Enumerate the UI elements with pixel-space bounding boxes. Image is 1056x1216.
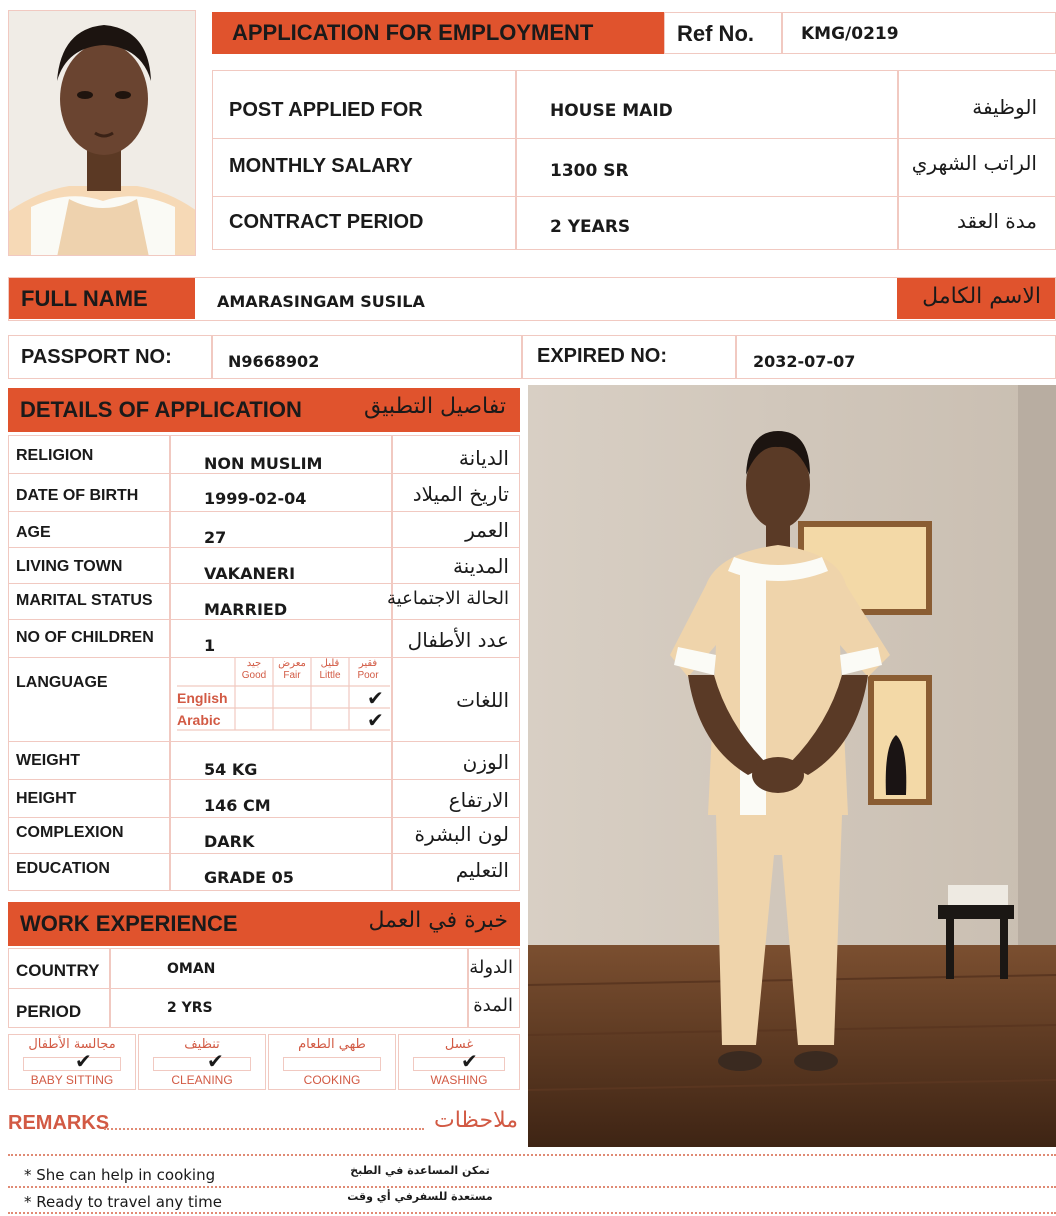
details-arabic: الديانة: [458, 446, 509, 470]
full-name-value: AMARASINGAM SUSILA: [217, 292, 425, 311]
details-label: AGE: [16, 524, 51, 541]
work-arabic: المدة: [473, 995, 513, 1016]
details-arabic: العمر: [465, 518, 509, 542]
details-value: NON MUSLIM: [204, 454, 323, 473]
details-row: [9, 742, 519, 780]
details-row: [9, 854, 519, 890]
full-name-arabic-cell: [897, 278, 1055, 319]
english-poor-check-icon: ✔: [367, 686, 384, 710]
remark-note: * She can help in cooking: [24, 1166, 216, 1184]
check-icon: ✔: [207, 1049, 224, 1073]
details-row: [9, 474, 519, 512]
expired-label: EXPIRED NO:: [537, 345, 668, 367]
level-good: جيد Good: [241, 658, 267, 681]
details-arabic: عدد الأطفال: [407, 628, 509, 652]
details-row: [9, 620, 519, 658]
details-arabic: تاريخ الميلاد: [412, 482, 509, 506]
details-title: DETAILS OF APPLICATION: [20, 397, 302, 422]
remarks-row: [8, 1108, 520, 1138]
skill-baby-sitting: [8, 1034, 136, 1090]
full-name-label: FULL NAME: [21, 286, 148, 311]
details-arabic: الارتفاع: [448, 788, 509, 812]
check-icon: ✔: [75, 1049, 92, 1073]
details-header: [8, 388, 520, 432]
details-label: HEIGHT: [16, 790, 77, 807]
expired-value: 2032-07-07: [753, 352, 856, 371]
remarks-label: REMARKS: [8, 1112, 110, 1134]
details-row: [9, 818, 519, 854]
arabic-poor-check-icon: ✔: [367, 708, 384, 732]
details-row: [9, 436, 519, 474]
work-value: 2 YRS: [167, 1000, 213, 1016]
remark-note: * Ready to travel any time: [24, 1193, 222, 1211]
skill-arabic: مجالسة الأطفال: [28, 1037, 116, 1052]
details-label: LANGUAGE: [16, 674, 108, 691]
details-value: 54 KG: [204, 760, 258, 779]
ref-label: Ref No.: [677, 21, 754, 46]
details-table: [8, 435, 520, 891]
skill-label: CLEANING: [171, 1073, 233, 1087]
skill-label: BABY SITTING: [30, 1073, 114, 1087]
passport-value: N9668902: [228, 352, 320, 371]
salary-row: [213, 139, 1055, 197]
work-row: [9, 989, 519, 1029]
details-arabic: التعليم: [455, 858, 509, 882]
details-value: DARK: [204, 832, 255, 851]
language-arabic: Arabic: [177, 712, 221, 728]
details-label: RELIGION: [16, 447, 94, 464]
details-label: LIVING TOWN: [16, 558, 123, 575]
skill-label: COOKING: [303, 1073, 361, 1087]
contract-value: 2 YEARS: [550, 217, 631, 237]
details-row: [9, 584, 519, 620]
work-title: WORK EXPERIENCE: [20, 911, 238, 936]
application-title: APPLICATION FOR EMPLOYMENT: [232, 20, 594, 45]
post-arabic: الوظيفة: [972, 95, 1037, 119]
application-title-bar: [212, 12, 664, 54]
details-row: [9, 780, 519, 818]
skill-cooking: [268, 1034, 396, 1090]
skill-arabic: طهي الطعام: [298, 1037, 366, 1052]
details-value: 27: [204, 528, 227, 547]
ref-value-cell: [782, 12, 1056, 54]
details-label: COMPLEXION: [16, 824, 124, 841]
contract-label: CONTRACT PERIOD: [229, 211, 424, 233]
details-row: [9, 512, 519, 548]
skill-cleaning: [138, 1034, 266, 1090]
salary-label: MONTHLY SALARY: [229, 155, 413, 177]
work-value: OMAN: [167, 961, 216, 977]
applicant-portrait-photo: [8, 10, 196, 256]
post-label: POST APPLIED FOR: [229, 99, 423, 121]
details-arabic: الحالة الاجتماعية: [387, 588, 509, 609]
full-name-label-cell: [9, 278, 195, 319]
language-grid: [177, 658, 390, 732]
work-header: [8, 902, 520, 946]
details-arabic: المدينة: [452, 554, 509, 578]
passport-label: PASSPORT NO:: [21, 346, 172, 368]
applicant-full-body-photo: [528, 385, 1056, 1147]
work-label: COUNTRY: [16, 961, 100, 980]
level-fair: معرض Fair: [278, 658, 306, 681]
remark-note-arabic: مستعدة للسفرفي أي وقت: [347, 1190, 493, 1203]
ref-value: KMG/0219: [801, 24, 899, 44]
language-english: English: [177, 690, 228, 706]
ref-label-cell: [664, 12, 782, 54]
full-name-row: [8, 277, 1056, 321]
post-value: HOUSE MAID: [550, 101, 673, 121]
details-value: 1: [204, 636, 216, 655]
remark-note-arabic: تمكن المساعدة في الطبخ: [350, 1164, 490, 1177]
work-row: [9, 949, 519, 989]
full-name-arabic: الاسم الكامل: [922, 284, 1041, 309]
work-arabic: الدولة: [469, 957, 513, 978]
details-label: DATE OF BIRTH: [16, 487, 139, 504]
salary-arabic: الراتب الشهري: [911, 151, 1037, 175]
salary-value: 1300 SR: [550, 161, 629, 181]
skills-checklist: [8, 1034, 520, 1090]
remarks-label-arabic: ملاحظات: [434, 1108, 518, 1133]
contract-row: [213, 195, 1055, 253]
contract-arabic: مدة العقد: [957, 209, 1037, 233]
details-label: MARITAL STATUS: [16, 592, 153, 609]
details-arabic: الوزن: [462, 750, 509, 774]
skill-washing: [398, 1034, 520, 1090]
skill-label: WASHING: [430, 1073, 488, 1087]
details-value: MARRIED: [204, 600, 288, 619]
details-value: 146 CM: [204, 796, 271, 815]
details-value: 1999-02-04: [204, 489, 307, 508]
level-little: قليل Little: [319, 658, 341, 681]
details-title-arabic: تفاصيل التطبيق: [363, 394, 506, 419]
skill-arabic: غسل: [444, 1037, 474, 1052]
passport-row: [8, 335, 1056, 379]
details-arabic: لون البشرة: [414, 822, 509, 846]
details-row: [9, 548, 519, 584]
level-poor: فقير Poor: [357, 658, 379, 681]
work-label: PERIOD: [16, 1002, 82, 1021]
check-icon: ✔: [461, 1049, 478, 1073]
details-label: NO OF CHILDREN: [16, 629, 154, 646]
details-label: WEIGHT: [16, 752, 80, 769]
details-label: EDUCATION: [16, 860, 110, 877]
details-value: GRADE 05: [204, 868, 294, 887]
post-table: [212, 70, 1056, 250]
skill-arabic: تنظيف: [184, 1037, 220, 1052]
details-arabic: اللغات: [456, 688, 509, 712]
work-title-arabic: خبرة في العمل: [368, 908, 508, 933]
work-table: [8, 948, 520, 1028]
details-value: VAKANERI: [204, 564, 296, 583]
post-row: [213, 81, 1055, 139]
